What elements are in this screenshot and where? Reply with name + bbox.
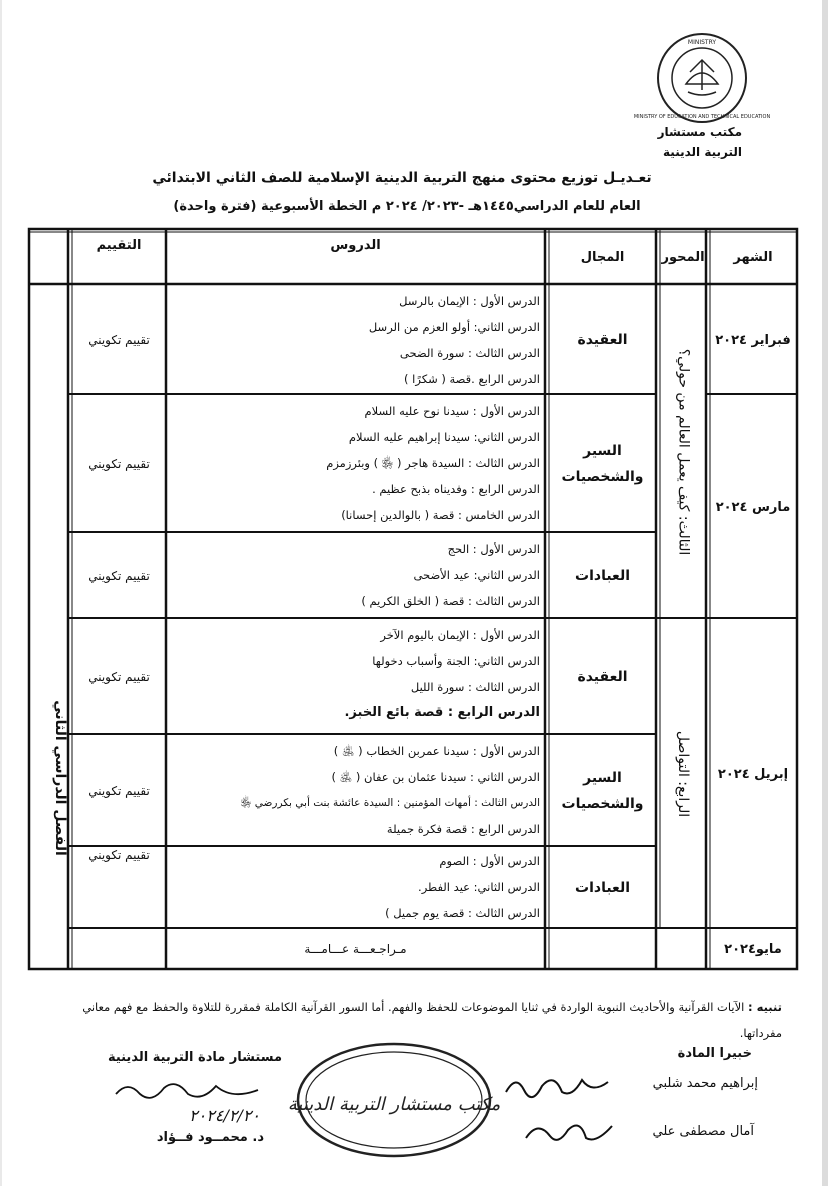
evaluation-cell: تقييم تكويني (88, 333, 150, 347)
lessons-list (170, 288, 540, 392)
lesson-item: الدرس الثالث : سورة الضحى (399, 346, 540, 360)
handwritten-date: ٢٠٢٤/٢/٢٠ (189, 1106, 260, 1125)
domain-aqeedah-2: العقيدة (577, 669, 628, 685)
lesson-item: الدرس الأول : الإيمان باليوم الآخر (380, 628, 540, 642)
advisor-name: د. محمــود فــؤاد (156, 1130, 264, 1145)
lesson-item: الدرس الأول : الصوم (439, 854, 540, 868)
lessons-list (170, 738, 540, 842)
header-evaluation: التقييم (96, 237, 142, 253)
semester-label: الفصل الدراسي الثاني (52, 700, 68, 856)
expert-signature-2 (522, 1116, 618, 1150)
svg-text:MINISTRY OF EDUCATION AND TECH: MINISTRY OF EDUCATION AND TECHNICAL EDUCATION (633, 114, 771, 120)
general-review-row: مـراجـعـــة عـــامـــة (304, 942, 407, 956)
lesson-item: الدرس الثاني: أولو العزم من الرسل (368, 320, 540, 334)
domain-ibadat-2: العبادات (575, 880, 630, 896)
evaluation-cell: تقييم تكويني (88, 848, 150, 862)
lessons-list (170, 622, 540, 726)
note-label: تنبيه : (748, 1000, 782, 1014)
month-march: مارس ٢٠٢٤ (715, 499, 791, 515)
stamp-text: مكتب مستشار التربية الدينية (287, 1094, 501, 1115)
lesson-item: الدرس الخامس : قصة ( بالوالدين إحسانا) (341, 508, 540, 522)
lesson-item: الدرس الأول : سيدنا عمربن الخطاب ( ﵁ ) (333, 744, 540, 758)
experts-title: خبيرا المادة (677, 1046, 752, 1061)
lesson-item: الدرس الثالث : سورة الليل (410, 680, 540, 694)
lesson-item: الدرس الثاني: عيد الأضحى (413, 568, 540, 582)
header-month: الشهر (733, 249, 773, 265)
expert-name-1: إبراهيم محمد شلبي (652, 1076, 758, 1091)
lesson-item: الدرس الرابع : قصة بائع الخبز. (344, 705, 540, 720)
lesson-item: الدرس الثالث : قصة ( الخلق الكريم ) (361, 594, 540, 608)
lesson-item: الدرس الثاني: سيدنا إبراهيم عليه السلام (348, 430, 540, 444)
svg-text:MINISTRY: MINISTRY (687, 39, 717, 46)
evaluation-cell: تقييم تكويني (88, 457, 150, 471)
curriculum-table (28, 228, 798, 970)
office-label (602, 122, 742, 162)
expert-signature-1 (502, 1068, 614, 1104)
domain-seerah-2: السير والشخصيات (561, 770, 644, 812)
header-axis: المحور (661, 249, 705, 265)
office-stamp-icon (287, 1040, 501, 1160)
lesson-item: الدرس الأول : الحج (447, 542, 540, 556)
ministry-seal-icon (633, 32, 771, 124)
document-page (2, 0, 822, 1186)
domain-aqeedah-1: العقيدة (577, 332, 628, 348)
lesson-item: الدرس الأول : الإيمان بالرسل (399, 294, 540, 308)
expert-name-2: آمال مصطفى علي (652, 1124, 754, 1139)
month-may: مايو٢٠٢٤ (724, 941, 782, 957)
axis-third: الثالث: كيف يعمل العالم من حولي؟ (675, 348, 691, 556)
page-edge (822, 0, 828, 1186)
axis-fourth: الرابع: التواصل (675, 730, 691, 818)
month-april: إبريل ٢٠٢٤ (717, 766, 789, 782)
evaluation-cell: تقييم تكويني (88, 670, 150, 684)
lesson-item: الدرس الرابع : وفديناه بذبح عظيم . (372, 482, 540, 496)
lesson-item: الدرس الثالث : قصة يوم جميل ) (385, 906, 540, 920)
document-subtitle: العام للعام الدراسي١٤٤٥هـ -٢٠٢٣/ ٢٠٢٤ م الخطة الأسبوعية (فترة واحدة) (173, 199, 641, 214)
evaluation-cell: تقييم تكويني (88, 784, 150, 798)
evaluation-cell: تقييم تكويني (88, 569, 150, 583)
lessons-list (170, 398, 540, 528)
office-line-1: مكتب مستشار (657, 125, 742, 139)
header-lessons: الدروس (330, 237, 381, 253)
office-line-2: التربية الدينية (663, 145, 742, 159)
lesson-item: الدرس الثاني: عيد الفطر. (418, 880, 540, 894)
domain-seerah-1: السير والشخصيات (561, 443, 644, 485)
lesson-item: الدرس الثالث : أمهات المؤمنين : السيدة عائشة بنت أبي بكررضي ﵂ (240, 797, 540, 809)
advisor-title: مستشار مادة التربية الدينية (107, 1050, 282, 1065)
document-title: تعـديـل توزيع محتوى منهج التربية الدينية الإسلامية للصف الثاني الابتدائي (152, 170, 652, 186)
lessons-list (170, 536, 540, 614)
note-paragraph (62, 994, 782, 1046)
lesson-item: الدرس الأول : سيدنا نوح عليه السلام (364, 404, 540, 418)
lesson-item: الدرس الرابع .قصة ( شكرًا ) (404, 372, 540, 386)
lesson-item: الدرس الثاني: الجنة وأسباب دخولها (372, 654, 540, 668)
month-february: فبراير ٢٠٢٤ (715, 332, 791, 348)
lesson-item: الدرس الثالث : السيدة هاجر ( ﵂ ) وبئرزمزم (326, 456, 540, 470)
lessons-list (170, 848, 540, 926)
header-domain: المجال (580, 249, 625, 265)
domain-ibadat-1: العبادات (575, 568, 630, 584)
lesson-item: الدرس الثاني : سيدنا عثمان بن عفان ( ﵁ ) (331, 770, 540, 784)
advisor-signature (112, 1076, 262, 1106)
lesson-item: الدرس الرابع : قصة فكرة جميلة (386, 822, 540, 836)
note-text: الآيات القرآنية والأحاديث النبوية الواردة في ثنايا الموضوعات للحفظ والفهم. أما السور القرآنية الكاملة فمقررة للتلاوة والحفظ مع فهم معاني مفرداتها. (82, 1000, 782, 1040)
